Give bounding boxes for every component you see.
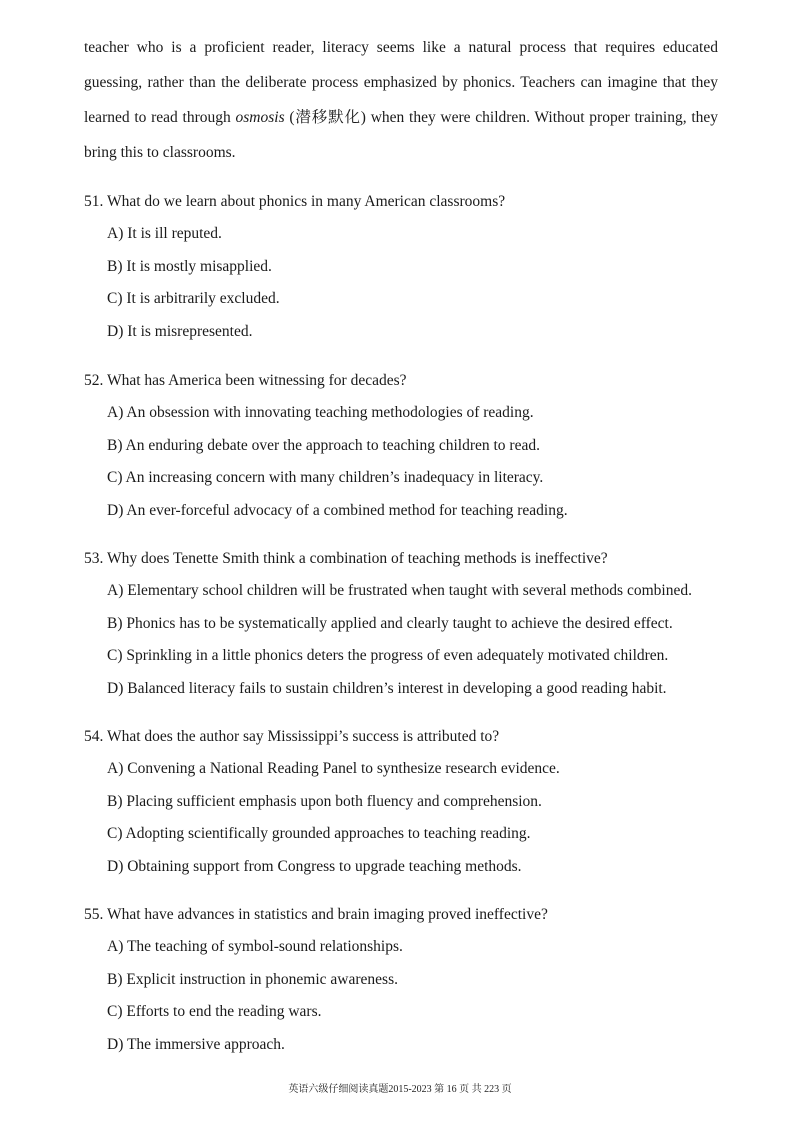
question-51 <box>84 186 744 348</box>
option-b[interactable]: B) Placing sufficient emphasis upon both fluency and comprehension. <box>107 792 542 810</box>
option-c[interactable]: C) Efforts to end the reading wars. <box>107 1003 322 1020</box>
option-a[interactable]: A) It is ill reputed. <box>107 225 222 242</box>
question-stem: 54. What does the author say Mississippi’s success is attributed to? <box>84 728 500 745</box>
option-d[interactable]: D) It is misrepresented. <box>107 322 253 340</box>
passage-gloss: (潜移默化) <box>284 109 371 126</box>
passage-italic-term: osmosis <box>235 109 285 126</box>
option-d[interactable]: D) Obtaining support from Congress to upgrade teaching methods. <box>107 857 522 875</box>
passage-part2: when they were children. Without proper training, they bring this to classrooms. <box>84 109 718 161</box>
option-c[interactable]: C) Adopting scientifically grounded approaches to teaching reading. <box>107 825 531 842</box>
option-b[interactable]: B) An enduring debate over the approach to teaching children to read. <box>107 436 540 454</box>
option-c[interactable]: C) Sprinkling in a little phonics deters the progress of even adequately motivated children. <box>107 647 669 664</box>
question-stem: 51. What do we learn about phonics in many American classrooms? <box>84 193 506 210</box>
option-b[interactable]: B) Explicit instruction in phonemic awareness. <box>107 970 398 988</box>
passage-part1: teacher who is a proficient reader, literacy seems like a natural process that requires educated guessing, rather than the deliberate process emphasized by phonics. Teachers can imagine that they learned to read through <box>84 39 718 126</box>
option-a[interactable]: A) An obsession with innovating teaching methodologies of reading. <box>107 404 534 421</box>
question-54 <box>84 721 744 883</box>
option-d[interactable]: D) Balanced literacy fails to sustain children’s interest in developing a good reading habit. <box>107 679 667 697</box>
question-52 <box>84 365 744 527</box>
question-stem: 52. What has America been witnessing for decades? <box>84 372 407 389</box>
question-stem: 53. Why does Tenette Smith think a combination of teaching methods is ineffective? <box>84 550 608 567</box>
passage-text <box>84 30 718 170</box>
question-stem: 55. What have advances in statistics and brain imaging proved ineffective? <box>84 906 548 923</box>
question-55 <box>84 899 744 1061</box>
option-c[interactable]: C) An increasing concern with many children’s inadequacy in literacy. <box>107 469 544 486</box>
passage-paragraph <box>84 30 718 170</box>
option-d[interactable]: D) An ever-forceful advocacy of a combined method for teaching reading. <box>107 501 568 519</box>
question-53 <box>84 543 744 705</box>
option-b[interactable]: B) Phonics has to be systematically applied and clearly taught to achieve the desired effect. <box>107 614 673 632</box>
option-a[interactable]: A) Convening a National Reading Panel to synthesize research evidence. <box>107 760 560 777</box>
option-c[interactable]: C) It is arbitrarily excluded. <box>107 290 280 307</box>
page-footer: 英语六级仔细阅读真题2015-2023 第 16 页 共 223 页 <box>288 1084 512 1095</box>
option-a[interactable]: A) The teaching of symbol-sound relationships. <box>107 938 403 955</box>
option-d[interactable]: D) The immersive approach. <box>107 1035 285 1053</box>
option-b[interactable]: B) It is mostly misapplied. <box>107 257 272 275</box>
option-a[interactable]: A) Elementary school children will be frustrated when taught with several methods combined. <box>107 582 692 599</box>
